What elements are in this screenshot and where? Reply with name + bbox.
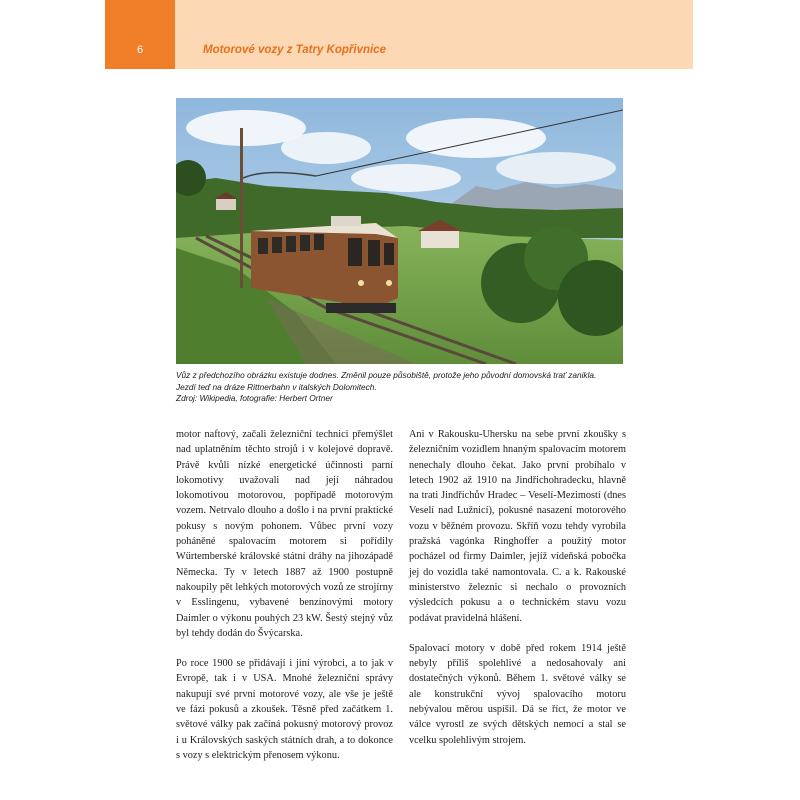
page-number-box — [105, 0, 175, 69]
page-header — [105, 0, 693, 69]
photo-caption — [176, 370, 626, 405]
paragraph: Po roce 1900 se přidávají i jiní výrobci, a to jak v Evropě, tak i v USA. Mnohé železniční správy nakupují své první motorové vozy, ale vše je ještě ve fázi pokusů a zkoušek. Těsně před začátkem 1. světové války pak začíná pokusný motorový provoz i u Královských saských státních drah, a to dokonce s vozy s elektrickým přenosem výkonu. — [176, 658, 393, 761]
caption-line: Vůz z předchozího obrázku existuje dodnes. Změnil pouze působiště, protože jeho původní domovská trať zanikla. — [176, 370, 597, 380]
left-column — [176, 427, 393, 778]
paragraph: Ani v Rakousku-Uhersku na sebe první zkoušky s železničním vozidlem hnaným spalovacím motorem nenechaly dlouho čekat. Jako první probíhalo v letech 1902 až 1910 na Jindřichohradecku, hlavně na trati Jindřichův Hradec – Veselí-Mezimostí (dnes Veselí nad Lužnicí), pokusné nasazení motorového vozu v běžném provozu. Skříň vozu tehdy vyrobila pražská vagónka Ringhoffer a použitý motor pocházel od firmy Daimler, jejíž vídeňská pobočka jej do vozidla také namontovala. C. a k. Rakouské ministerstvo železnic si nechalo o provozních výsledcích pokusu a o technickém stavu vozu podávat pravidelná hlášení. — [409, 429, 626, 624]
paragraph: motor naftový, začali železniční technici přemýšlet nad uplatněním těchto strojů i v kolejové dopravě. Právě kvůli nízké energetické účinnosti parní lokomotivy uvažovali nad její náhradou lokomotivou motorovou, popřípadě motorovým vozem. Netrvalo dlouho a došlo i na první praktické pokusy s novým pohonem. Vůbec první vozy poháněné spalovacím motorem si pořídily Würtemberské královské státní dráhy na jihozápadě Německa. Ty v letech 1887 až 1900 postupně nakoupily pět lehkých motorových vozů ze strojírny v Esslingenu, vybavené benzínovými motory Daimler o výkonu pouhých 23 kW. Šestý stejný vůz byl tehdy dodán do Švýcarska. — [176, 429, 393, 639]
caption-line: Jezdí teď na dráze Rittnerbahn v italských Dolomitech. — [176, 381, 377, 392]
caption-source: Zdroj: Wikipedia, fotografie: Herbert Ortner — [176, 393, 333, 403]
running-title: Motorové vozy z Tatry Kopřivnice — [203, 44, 386, 56]
right-column — [409, 427, 626, 763]
paragraph: Spalovací motory v době před rokem 1914 ještě nebyly příliš spolehlivé a nedosahovaly ani dostatečných výkonů. Během 1. světové války se ale konstrukční vývoj spalovacího motoru nebývalou měrou uspíšil. Dá se říct, že motor ve válce vyrostl ze svých dětských nemocí a stal se vcelku spolehlivým strojem. — [409, 642, 626, 746]
page-number: 6 — [136, 44, 144, 56]
tram-photo — [176, 98, 623, 364]
